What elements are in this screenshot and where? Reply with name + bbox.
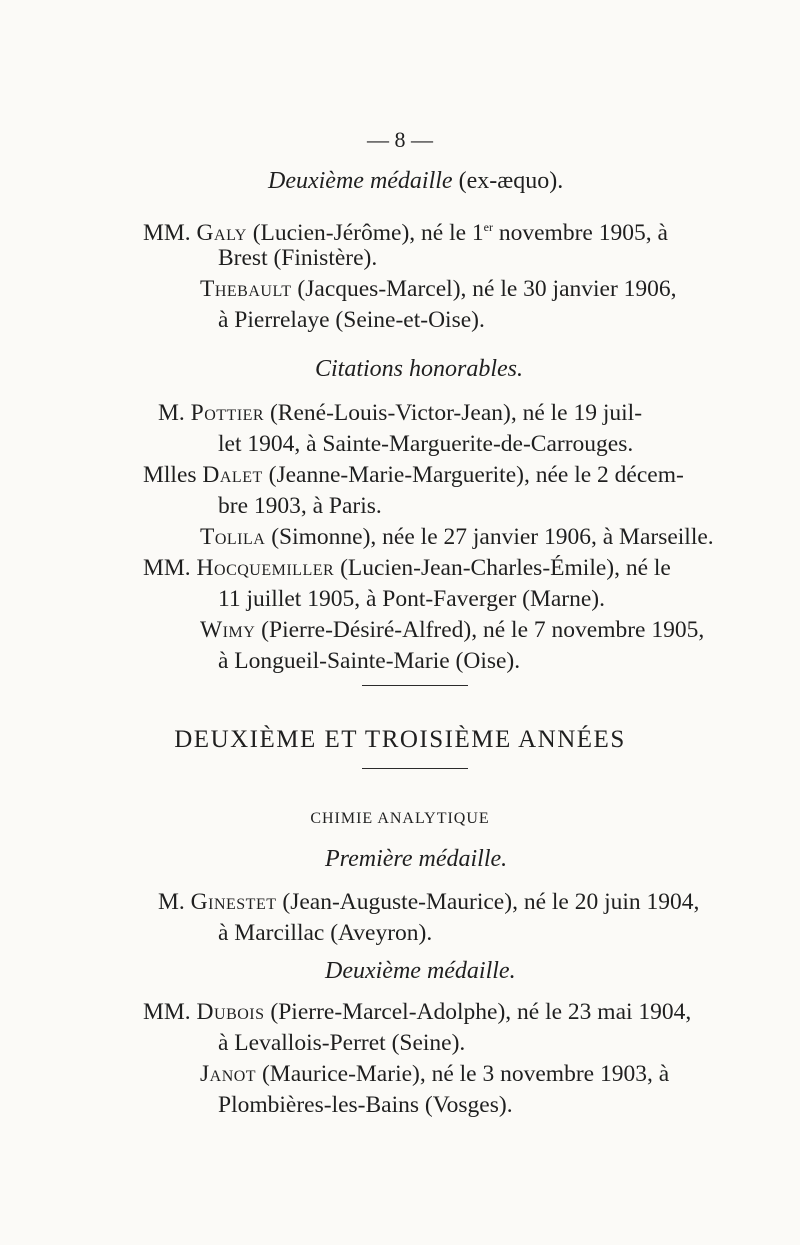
entry-thebault [200, 273, 677, 305]
entry-pottier [158, 397, 642, 429]
entry-dalet [143, 459, 684, 491]
subsection-title: CHIMIE ANALYTIQUE [310, 810, 490, 827]
entry-text: (Lucien-Jérôme), né le 1 [252, 219, 484, 246]
entry-text: (Jacques-Marcel), né le 30 janvier 1906, [297, 276, 677, 302]
entry-janot-line2: Plombières-les-Bains (Vosges). [218, 1092, 513, 1118]
entry-name: Galy [196, 219, 247, 246]
page-number: — 8 — [367, 127, 433, 152]
entry-dubois-line2: à Levallois-Perret (Seine). [218, 1030, 466, 1056]
entry-title: Mlles [143, 462, 197, 488]
entry-title: M. [158, 400, 185, 426]
entry-name: Ginestet [190, 889, 277, 915]
superscript: er [483, 220, 493, 234]
entry-title: MM. [143, 219, 191, 246]
entry-title: MM. [143, 999, 191, 1025]
entry-ginestet [158, 886, 699, 918]
heading-suffix: (ex-æquo). [458, 168, 564, 194]
entry-text: (René-Louis-Victor-Jean), né le 19 juil- [269, 400, 643, 426]
entry-text: (Maurice-Marie), né le 3 novembre 1903, à [261, 1061, 670, 1087]
entry-thebault-line2: à Pierrelaye (Seine-et-Oise). [218, 307, 485, 333]
entry-janot [200, 1058, 669, 1090]
entry-text: (Jean-Auguste-Maurice), né le 20 juin 1904, [282, 889, 700, 915]
entry-wimy-line2: à Longueil-Sainte-Marie (Oise). [218, 648, 521, 674]
entry-hocquemiller-line2: 11 juillet 1905, à Pont-Faverger (Marne). [218, 586, 606, 612]
entry-ginestet-line2: à Marcillac (Aveyron). [218, 920, 433, 946]
entry-pottier-line2: let 1904, à Sainte-Marguerite-de-Carrouges. [218, 431, 634, 457]
section-heading-premiere-medaille: Première médaille. [325, 846, 508, 872]
divider-rule [362, 768, 468, 769]
entry-title: M. [158, 889, 185, 915]
main-section-title: DEUXIÈME ET TROISIÈME ANNÉES [174, 726, 626, 753]
entry-galy-line2: Brest (Finistère). [218, 245, 378, 271]
entry-name: Tolila [200, 524, 266, 550]
divider-rule [362, 685, 468, 686]
entry-dalet-line2: bre 1903, à Paris. [218, 493, 382, 519]
entry-dubois [143, 996, 691, 1028]
entry-title: MM. [143, 555, 191, 581]
entry-name: Wimy [200, 617, 256, 643]
heading-text: Deuxième médaille [268, 168, 453, 194]
entry-text: (Pierre-Marcel-Adolphe), né le 23 mai 1904, [270, 999, 692, 1025]
entry-wimy [200, 614, 704, 646]
entry-text: (Pierre-Désiré-Alfred), né le 7 novembre 1905, [261, 617, 705, 643]
section-heading-deuxieme-medaille [268, 168, 563, 195]
entry-name: Pottier [190, 400, 265, 426]
entry-name: Dubois [196, 999, 265, 1025]
entry-hocquemiller [143, 552, 671, 584]
entry-name: Dalet [202, 462, 263, 488]
entry-text: novembre 1905, à [498, 219, 668, 246]
entry-name: Janot [200, 1061, 257, 1087]
section-heading-citations: Citations honorables. [315, 356, 524, 382]
entry-text: (Lucien-Jean-Charles-Émile), né le [340, 555, 671, 581]
entry-tolila [200, 521, 714, 553]
entry-name: Hocquemiller [196, 555, 335, 581]
section-heading-deuxieme-medaille-2: Deuxième médaille. [325, 958, 516, 984]
entry-text: (Jeanne-Marie-Marguerite), née le 2 décem- [268, 462, 684, 488]
entry-name: Thebault [200, 276, 292, 302]
entry-text: (Simonne), née le 27 janvier 1906, à Marseille. [271, 524, 714, 550]
